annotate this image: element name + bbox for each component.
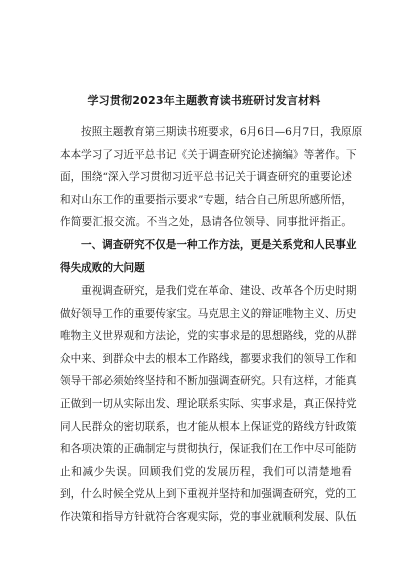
body-line: 做好领导工作的重要传家宝。马克思主义的辩证唯物主义、历史	[60, 307, 357, 320]
section-heading	[60, 234, 357, 279]
intro-line: 面，围绕“深入学习贯彻习近平总书记关于调查研究的重要论述	[60, 171, 352, 184]
body-paragraph	[60, 280, 357, 529]
body-line: 众中来、到群众中去的根本工作路线，都要求我们的领导工作和	[60, 352, 357, 365]
body-line: 和各项决策的正确制定与贯彻执行，保证我们在工作中尽可能防	[60, 443, 357, 456]
intro-paragraph	[60, 121, 363, 234]
heading-line: 一、调查研究不仅是一种工作方法，更是关系党和人民事业	[81, 239, 357, 251]
body-line: 止和减少失误。回顾我们党的发展历程，我们可以清楚地看	[60, 465, 352, 478]
intro-line: 本本学习了习近平总书记《关于调查研究论述摘编》等著作。下	[60, 148, 357, 161]
intro-line: 作简要汇报交流。不当之处，恳请各位领导、同事批评指正。	[60, 216, 352, 229]
document-title: 学习贯彻2023年主题教育读书班研讨发言材料	[87, 94, 321, 107]
body-line: 正做到一切从实际出发、理论联系实际、实事求是，真正保持党	[60, 397, 357, 410]
intro-line: 按照主题教育第三期读书班要求，6月6日—6月7日，我原原	[81, 126, 363, 138]
body-line: 领导干部必须始终坚持和不断加强调查研究。只有这样，才能真	[60, 375, 357, 388]
body-line: 重视调查研究，是我们党在革命、建设、改革各个历史时期	[81, 285, 357, 297]
body-line: 唯物主义世界观和方法论，党的实事求是的思想路线，党的从群	[60, 330, 357, 343]
body-line: 同人民群众的密切联系，也才能从根本上保证党的路线方针政策	[60, 420, 357, 433]
intro-line: 和对山东工作的重要指示要求”专题，结合自己所思所感所悟，	[60, 193, 352, 206]
body-line: 到，什么时候全党从上到下重视并坚持和加强调查研究，党的工	[60, 488, 357, 501]
body-line: 作决策和指导方针就符合客观实际，党的事业就顺利发展、队伍	[60, 510, 357, 523]
heading-line: 得失成败的大问题	[60, 261, 145, 274]
